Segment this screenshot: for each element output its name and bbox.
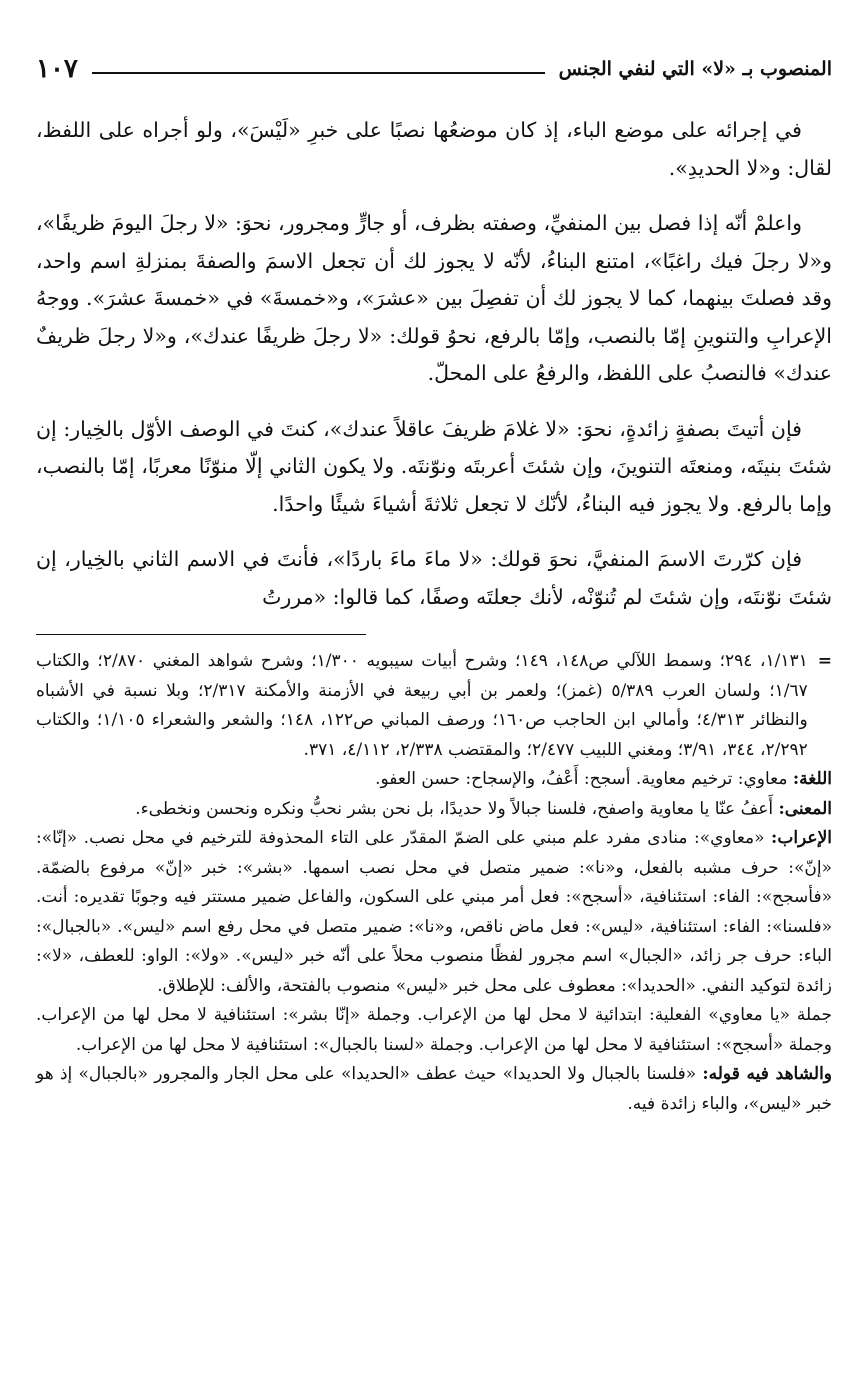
page-header [36, 52, 832, 86]
footnote-jumal: جملة «يا معاوي» الفعلية: ابتدائية لا محل لها من الإعراب. وجملة «إنّا بشر»: استئنافية لا محل لها من الإعراب. وجملة «أسجح»: استئنافية لا محل لها من الإعراب. وجملة «لسنا بالجبال»: استئنافية لا محل لها من الإعراب. [36, 1005, 832, 1055]
footnote-lugha [36, 765, 832, 795]
sources-text: ١/١٣١، ٢٩٤؛ وسمط اللآلي ص١٤٨، ١٤٩؛ وشرح أبيات سيبويه ١/٣٠٠؛ وشرح شواهد المغني ٢/٨٧٠؛ والكتاب ١/٦٧؛ ولسان العرب ٥/٣٨٩ (غمز)؛ ولعمر بن أبي ربيعة في الأزمنة والأمكنة ٢/٣١٧؛ وبلا نسبة في الأشباه والنظائر ٤/٣١٣؛ وأمالي ابن الحاجب ص١٦٠؛ ورصف المباني ص١٢٢، ١٤٨؛ والشعر والشعراء ١/١٠٥؛ والكتاب ٢/٢٩٢، ٣٤٤، ٣/٩١؛ ومغني اللبيب ٢/٤٧٧؛ والمقتضب ٢/٣٣٨، ٤/١١٢، ٣٧١. [36, 651, 808, 760]
header-rule [92, 72, 545, 74]
paragraph-1: في إجرائه على موضع الباء، إذ كان موضعُها نصبًا على خبرِ «لَيْسَ»، ولو أجراه على اللفظ، لقال: و«لا الحديدِ». [36, 118, 832, 180]
footnote-separator [36, 634, 366, 635]
continuation-mark: = [817, 651, 832, 671]
footnote-mana [36, 795, 832, 825]
running-title: المنصوب بـ «لا» التي لنفي الجنس [558, 58, 832, 80]
page-number: ١٠٧ [36, 54, 78, 84]
paragraph-3: فإن أتيتَ بصفةٍ زائدةٍ، نحوَ: «لا غلامَ ظريفَ عاقلاً عندك»، كنتَ في الوصف الأوّل بالخِيار: إن شئتَ بنيتَه، ومنعتَه التنوينَ، وإن شئتَ أعربتَه ونوّنتَه. ولا يكون الثاني إلّا منوّنًا معربًا، إمّا بالنصب، وإما بالرفع. ولا يجوز فيه البناءُ، لأنّك لا تجعل ثلاثةَ أشياءَ شيئًا واحدًا. [36, 416, 832, 516]
paragraph-4: فإن كرّرتَ الاسمَ المنفيَّ، نحوَ قولك: «لا ماءَ ماءَ باردًا»، فأنتَ في الاسم الثاني بالخِيار، إن شئتَ نوّنتَه، وإن شئتَ لم تُنوّنْه، لأنك جعلتَه وصفًا، كما قالوا: «مررتُ [36, 547, 832, 609]
footnotes [36, 647, 832, 1119]
footnote-sources [36, 647, 832, 765]
lugha-label: اللغة: [792, 769, 832, 789]
shahid-label: والشاهد فيه قوله: [702, 1064, 833, 1084]
paragraph-2: واعلمْ أنّه إذا فصل بين المنفيِّ، وصفته بظرف، أو جارٍّ ومجرور، نحوَ: «لا رجلَ اليومَ ظريفًا»، و«لا رجلَ فيك راغبًا»، امتنع البناءُ، لأنّه لا يجوز لك أن تجعل الاسمَ والصفةَ بمنزلةِ اسم واحد، وقد فصلتَ بينهما، كما لا يجوز لك أن تفصِلَ بين «عشرَ»، و«خمسةَ» في «خمسةَ عشرَ». ووجهُ الإعرابِ والتنوينِ إمّا بالنصب، وإمّا بالرفع، نحوُ قولك: «لا رجلَ ظريفًا عندك»، و«لا رجلَ ظريفٌ عندك» فالنصبُ على اللفظ، والرفعُ على المحلّ. [36, 211, 832, 385]
lugha-text: معاوي: ترخيم معاوية. أسجح: أَعْفُ، والإسجاح: حسن العفو. [375, 769, 793, 789]
irab-label: الإعراب: [771, 828, 832, 848]
footnote-shahid [36, 1060, 832, 1119]
main-text [36, 112, 832, 616]
irab-text: «معاوي»: منادى مفرد علم مبني على الضمّ المقدّر على التاء المحذوفة للترخيم في محل نصب. «إنّا»: «إنّ»: حرف مشبه بالفعل، و«نا»: ضمير متصل في محل نصب اسمها. «بشر»: خبر «إنّ» مرفوع بالضمّة. «فأسجح»: الفاء: استئنافية، «أسجح»: فعل أمر مبني على السكون، والفاعل ضمير مستتر فيه وجوبًا تقديره: أنت. «فلسنا»: الفاء: استئنافية، «ليس»: فعل ماض ناقص، و«نا»: ضمير متصل في محل رفع اسم «ليس». «بالجبال»: الباء: حرف جر زائد، «الجبال» اسم مجرور لفظًا منصوب محلاً على أنّه خبر «ليس». «ولا»: الواو: للعطف، «لا»: زائدة لتوكيد النفي. «الحديدا»: معطوف على محل خبر «ليس» منصوب بالفتحة، والألف: للإطلاق. [36, 828, 832, 996]
shahid-text: «فلسنا بالجبال ولا الحديدا» حيث عطف «الحديدا» على محل الجار والمجرور «بالجبال» إذ هو خبر «ليس»، والباء زائدة فيه. [36, 1064, 832, 1114]
mana-label: المعنى: [778, 798, 832, 819]
footnote-irab [36, 824, 832, 1001]
mana-text: أَعفُ عنّا يا معاوية واصفح، فلسنا جبالاً ولا حديدًا، بل نحن بشر نحبُّ ونكره ونحسن ونخطىء. [135, 798, 779, 819]
book-page [36, 52, 832, 1362]
